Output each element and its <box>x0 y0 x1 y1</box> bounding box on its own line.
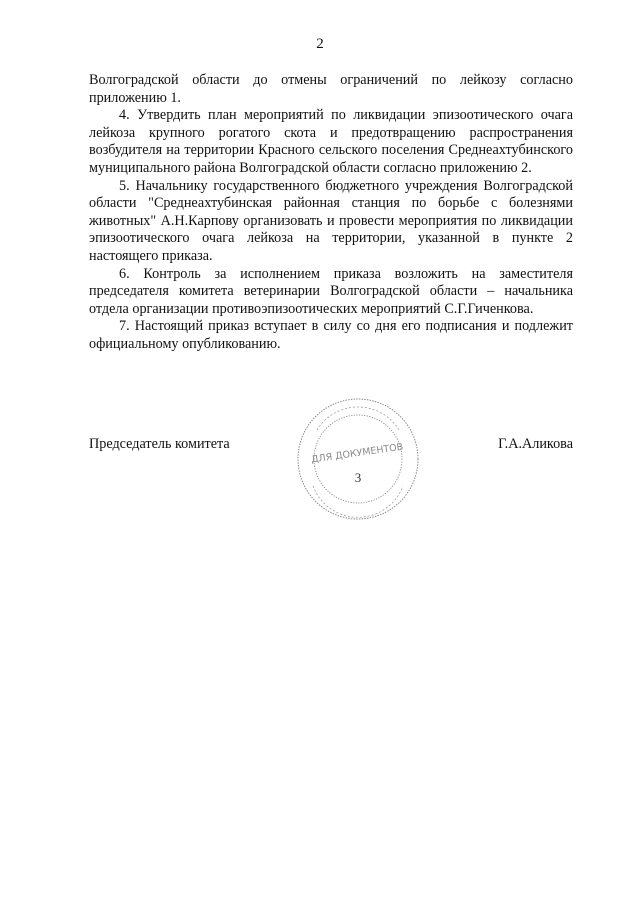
paragraph-continuation: Волгоградской области до отмены ограничений по лейкозу согласно приложению 1. <box>89 72 573 106</box>
page-number: 2 <box>316 36 324 52</box>
official-stamp <box>293 394 423 524</box>
signatory-name: Г.А.Аликова <box>498 436 573 452</box>
paragraph-item-4: 4. Утвердить план мероприятий по ликвидации эпизоотического очага лейкоза крупного рогатого скота и предотвращению распространения возбудителя на территории Красного сельского поселения Среднеахтубинского муниципального района Волгоградской области согласно приложению 2. <box>89 107 573 176</box>
stamp-number: 3 <box>354 470 362 485</box>
paragraph-item-5: 5. Начальнику государственного бюджетного учреждения Волгоградской области "Среднеахтубинская районная станция по борьбе с болезнями животных" А.Н.Карпову организовать и провести мероприятия по ликвидации эпизоотического очага лейкоза на территории, указанной в пункте 2 настоящего приказа. <box>89 177 573 264</box>
signatory-title: Председатель комитета <box>89 436 230 452</box>
stamp-center-text: ДЛЯ ДОКУМЕНТОВ <box>310 441 404 466</box>
paragraph-item-7: 7. Настоящий приказ вступает в силу со дня его подписания и подлежит официальному опубликованию. <box>89 318 573 352</box>
document-body <box>89 72 573 354</box>
paragraph-item-6: 6. Контроль за исполнением приказа возложить на заместителя председателя комитета ветеринарии Волгоградской области – начальника отдела организации противоэпизоотических мероприятий С.Г.Гиченкова. <box>89 265 573 317</box>
